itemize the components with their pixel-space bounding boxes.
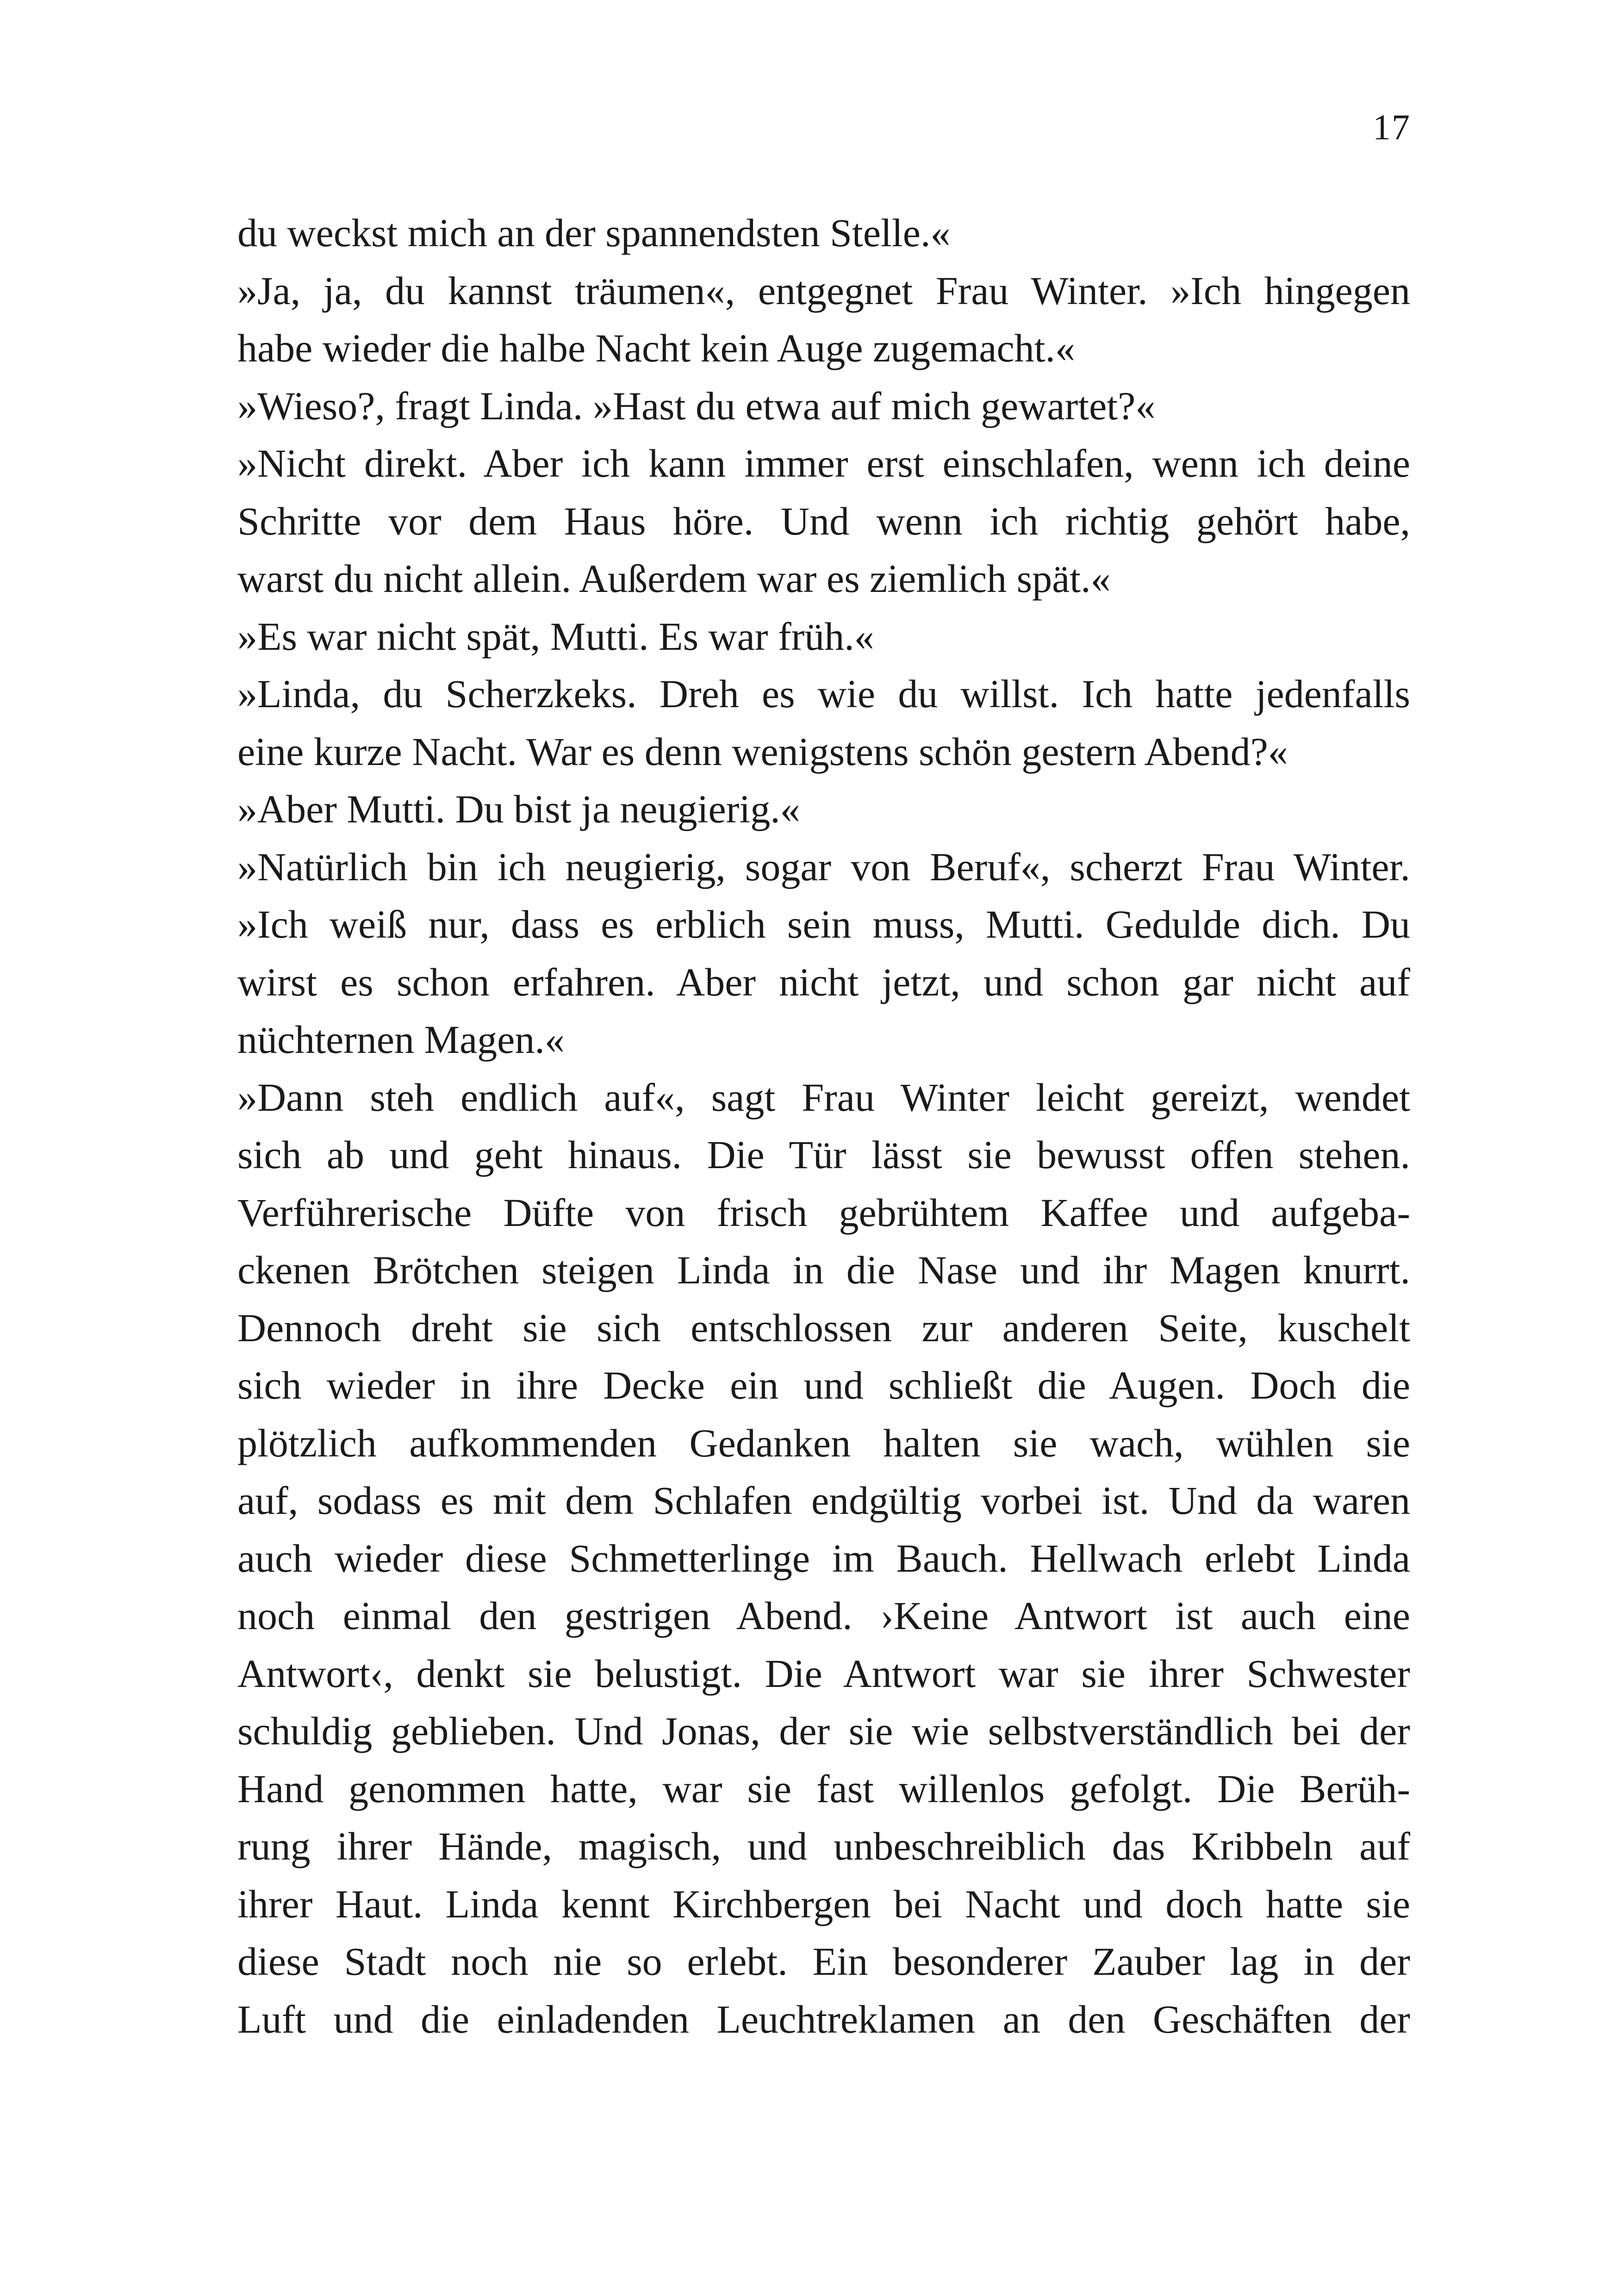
text-line: »Wieso?, fragt Linda. »Hast du etwa auf mich gewartet?« <box>237 383 1156 428</box>
text-line: »Aber Mutti. Du bist ja neugierig.« <box>237 787 800 831</box>
text-line: sich ab und geht hinaus. Die Tür lässt sie bewusst offen stehen. <box>237 1132 1410 1177</box>
text-line: nüchternen Magen.« <box>237 1017 565 1062</box>
text-line: habe wieder die halbe Nacht kein Auge zugemacht.« <box>237 326 1076 370</box>
text-line: »Dann steh endlich auf«, sagt Frau Winter leicht gereizt, wendet <box>237 1075 1410 1120</box>
text-line: schuldig geblieben. Und Jonas, der sie wie selbstverständlich bei der <box>237 1709 1410 1753</box>
text-line: du weckst mich an der spannendsten Stelle.« <box>237 211 951 255</box>
text-line: eine kurze Nacht. War es denn wenigstens schön gestern Abend?« <box>237 729 1288 774</box>
text-line: »Ich weiß nur, dass es erblich sein muss, Mutti. Gedulde dich. Du <box>237 902 1410 946</box>
text-line: wirst es schon erfahren. Aber nicht jetzt, und schon gar nicht auf <box>237 959 1410 1004</box>
text-line: auf, sodass es mit dem Schlafen endgültig vorbei ist. Und da waren <box>237 1478 1410 1523</box>
text-line: Antwort‹, denkt sie belustigt. Die Antwort war sie ihrer Schwester <box>237 1651 1410 1696</box>
text-line: warst du nicht allein. Außerdem war es ziemlich spät.« <box>237 556 1111 601</box>
text-line: sich wieder in ihre Decke ein und schließt die Augen. Doch die <box>237 1363 1410 1407</box>
text-line: rung ihrer Hände, magisch, und unbeschreiblich das Kribbeln auf <box>237 1824 1410 1868</box>
text-line: »Linda, du Scherzkeks. Dreh es wie du willst. Ich hatte jedenfalls <box>237 672 1410 716</box>
text-line: »Natürlich bin ich neugierig, sogar von Beruf«, scherzt Frau Winter. <box>237 844 1410 889</box>
text-line: diese Stadt noch nie so erlebt. Ein besonderer Zauber lag in der <box>237 1939 1410 1984</box>
text-line: »Es war nicht spät, Mutti. Es war früh.« <box>237 614 874 659</box>
text-line: Hand genommen hatte, war sie fast willenlos gefolgt. Die Berüh- <box>237 1766 1410 1811</box>
text-line: ckenen Brötchen steigen Linda in die Nase und ihr Magen knurrt. <box>237 1248 1410 1292</box>
text-line: Dennoch dreht sie sich entschlossen zur anderen Seite, kuschelt <box>237 1305 1410 1350</box>
text-line: »Ja, ja, du kannst träumen«, entgegnet Frau Winter. »Ich hingegen <box>237 268 1410 313</box>
text-line: Luft und die einladenden Leuchtreklamen an den Geschäften der <box>237 1997 1410 2041</box>
text-line: auch wieder diese Schmetterlinge im Bauch. Hellwach erlebt Linda <box>237 1536 1410 1580</box>
text-line: Schritte vor dem Haus höre. Und wenn ich richtig gehört habe, <box>237 498 1410 543</box>
text-line: ihrer Haut. Linda kennt Kirchbergen bei Nacht und doch hatte sie <box>237 1881 1410 1926</box>
text-line: »Nicht direkt. Aber ich kann immer erst einschlafen, wenn ich deine <box>237 441 1410 485</box>
text-line: noch einmal den gestrigen Abend. ›Keine Antwort ist auch eine <box>237 1593 1410 1638</box>
text-line: plötzlich aufkommenden Gedanken halten sie wach, wühlen sie <box>237 1420 1410 1465</box>
page-number: 17 <box>1373 107 1411 147</box>
body-text <box>237 204 1410 2048</box>
text-line: Verführerische Düfte von frisch gebrühtem Kaffee und aufgeba- <box>237 1190 1410 1235</box>
